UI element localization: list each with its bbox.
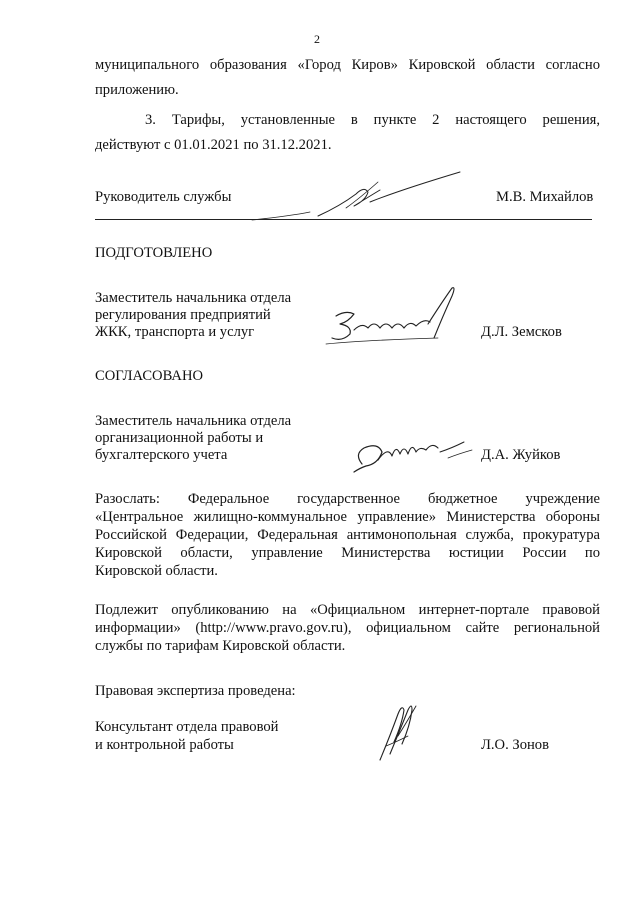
expertise-heading: Правовая экспертиза проведена: [95, 683, 296, 699]
distribution-line-2: «Центральное жилищно-коммунальное управление» Министерства обороны [95, 509, 600, 525]
distribution-line-1: Разослать: Федеральное государственное бюджетное учреждение [95, 491, 600, 507]
expertise-position-line-2: и контрольной работы [95, 737, 234, 753]
head-name: М.В. Михайлов [496, 189, 594, 205]
head-position: Руководитель службы [95, 189, 232, 205]
agreed-heading: СОГЛАСОВАНО [95, 368, 204, 384]
prepared-position-line-2: регулирования предприятий [95, 307, 271, 323]
expertise-name: Л.О. Зонов [481, 737, 549, 753]
agreed-position-line-3: бухгалтерского учета [95, 447, 228, 463]
distribution-line-4: Кировской области, управление Министерства юстиции России по [95, 545, 600, 561]
expertise-signature [368, 696, 428, 766]
prepared-signature [318, 282, 468, 352]
item-3-line-1: 3. Тарифы, установленные в пункте 2 настоящего решения, [145, 112, 600, 128]
agreed-signature [348, 428, 478, 478]
agreed-position-line-2: организационной работы и [95, 430, 264, 446]
agreed-position-line-1: Заместитель начальника отдела [95, 413, 292, 429]
item-3-line-2: действуют с 01.01.2021 по 31.12.2021. [95, 137, 332, 153]
publication-line-1: Подлежит опубликованию на «Официальном интернет-портале правовой [95, 602, 600, 618]
intro-line-1: муниципального образования «Город Киров» Кировской области согласно [95, 57, 600, 73]
agreed-name: Д.А. Жуйков [481, 447, 561, 463]
intro-line-2: приложению. [95, 82, 179, 98]
publication-last-line: службы по тарифам Кировской области. [95, 638, 346, 654]
prepared-name: Д.Л. Земсков [481, 324, 562, 340]
publication-line-2: информации» (http://www.pravo.gov.ru), официальном сайте региональной [95, 620, 600, 636]
prepared-position-line-1: Заместитель начальника отдела [95, 290, 292, 306]
distribution-line-3: Российской Федерации, Федеральная антимонопольная служба, прокуратура [95, 527, 600, 543]
distribution-last-line: Кировской области. [95, 563, 218, 579]
expertise-position-line-1: Консультант отдела правовой [95, 719, 279, 735]
signature-rule [95, 219, 592, 220]
prepared-position-line-3: ЖКК, транспорта и услуг [95, 324, 255, 340]
prepared-heading: ПОДГОТОВЛЕНО [95, 245, 213, 261]
page-number: 2 [314, 32, 320, 46]
